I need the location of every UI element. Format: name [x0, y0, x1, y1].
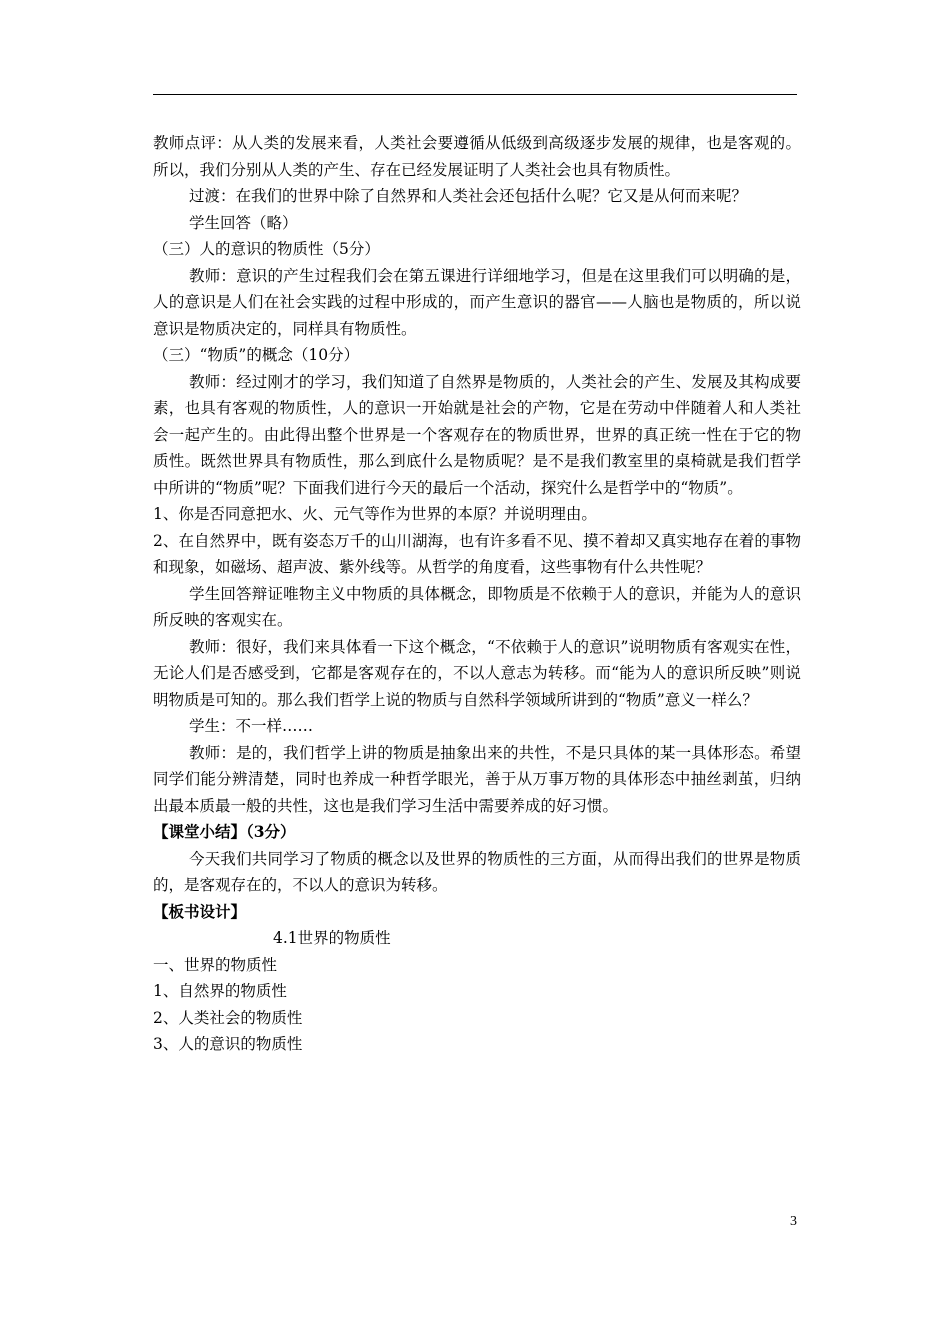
paragraph-teacher-explain: 教师：很好，我们来具体看一下这个概念，“不依赖于人的意识”说明物质有客观实在性，无论人们是否感受到，它都是客观存在的，不以人意志为转移。而“能为人的意识所反映”则说明物质是可知的。那么我们哲学上说的物质与自然科学领域所讲到的“物质”意义一样么？ [153, 637, 801, 709]
document-body [153, 130, 801, 1058]
section-heading-matter-concept: （三）“物质”的概念（10分） [153, 346, 360, 364]
paragraph-student-definition: 学生回答辩证唯物主义中物质的具体概念，即物质是不依赖于人的意识，并能为人的意识所反映的客观实在。 [153, 584, 801, 629]
paragraph-summary: 今天我们共同学习了物质的概念以及世界的物质性的三方面，从而得出我们的世界是物质的，是客观存在的，不以人的意识为转移。 [153, 849, 801, 894]
question-1: 1、你是否同意把水、火、元气等作为世界的本原？并说明理由。 [153, 505, 597, 523]
paragraph-teacher-comment: 教师点评：从人类的发展来看，人类社会要遵循从低级到高级逐步发展的规律，也是客观的。所以，我们分别从人类的产生、存在已经发展证明了人类社会也具有物质性。 [153, 134, 801, 179]
page-number: 3 [790, 1214, 797, 1229]
board-item-1: 1、自然界的物质性 [153, 982, 287, 1000]
board-item-2: 2、人类社会的物质性 [153, 1008, 303, 1027]
question-2: 2、在自然界中，既有姿态万千的山川湖海，也有许多看不见、摸不着却又真实地存在着的事物和现象，如磁场、超声波、紫外线等。从哲学的角度看，这些事物有什么共性呢？ [153, 531, 801, 576]
paragraph-student-reply: 学生：不一样…… [189, 717, 314, 735]
heading-board-design: 【板书设计】 [153, 901, 247, 921]
paragraph-teacher-conclusion: 教师：是的，我们哲学上讲的物质是抽象出来的共性，不是只具体的某一具体形态。希望同学们能分辨清楚，同时也养成一种哲学眼光，善于从万事万物的具体形态中抽丝剥茧，归纳出最本质最一般的共性，这也是我们学习生活中需要养成的好习惯。 [153, 743, 801, 815]
paragraph-student-answer: 学生回答（略） [189, 213, 298, 232]
header-rule [153, 94, 797, 95]
paragraph-transition: 过渡：在我们的世界中除了自然界和人类社会还包括什么呢？它又是从何而来呢？ [189, 187, 748, 205]
section-heading-consciousness: （三）人的意识的物质性（5分） [153, 240, 380, 258]
heading-class-summary: 【课堂小结】（3分） [153, 822, 296, 841]
board-item-main: 一、世界的物质性 [153, 955, 278, 974]
paragraph-teacher-consciousness: 教师：意识的产生过程我们会在第五课进行详细地学习，但是在这里我们可以明确的是，人的意识是人们在社会实践的过程中形成的，而产生意识的器官——人脑也是物质的，所以说意识是物质决定的，同样具有物质性。 [153, 266, 801, 338]
board-title: 4.1世界的物质性 [273, 929, 391, 947]
paragraph-teacher-matter: 教师：经过刚才的学习，我们知道了自然界是物质的，人类社会的产生、发展及其构成要素，也具有客观的物质性，人的意识一开始就是社会的产物，它是在劳动中伴随着人和人类社会一起产生的。由此得出整个世界是一个客观存在的物质世界，世界的真正统一性在于它的物质性。既然世界具有物质性，那么到底什么是物质呢？是不是我们教室里的桌椅就是我们哲学中所讲的“物质”呢？下面我们进行今天的最后一个活动，探究什么是哲学中的“物质”。 [153, 372, 801, 497]
board-item-3: 3、人的意识的物质性 [153, 1035, 303, 1053]
